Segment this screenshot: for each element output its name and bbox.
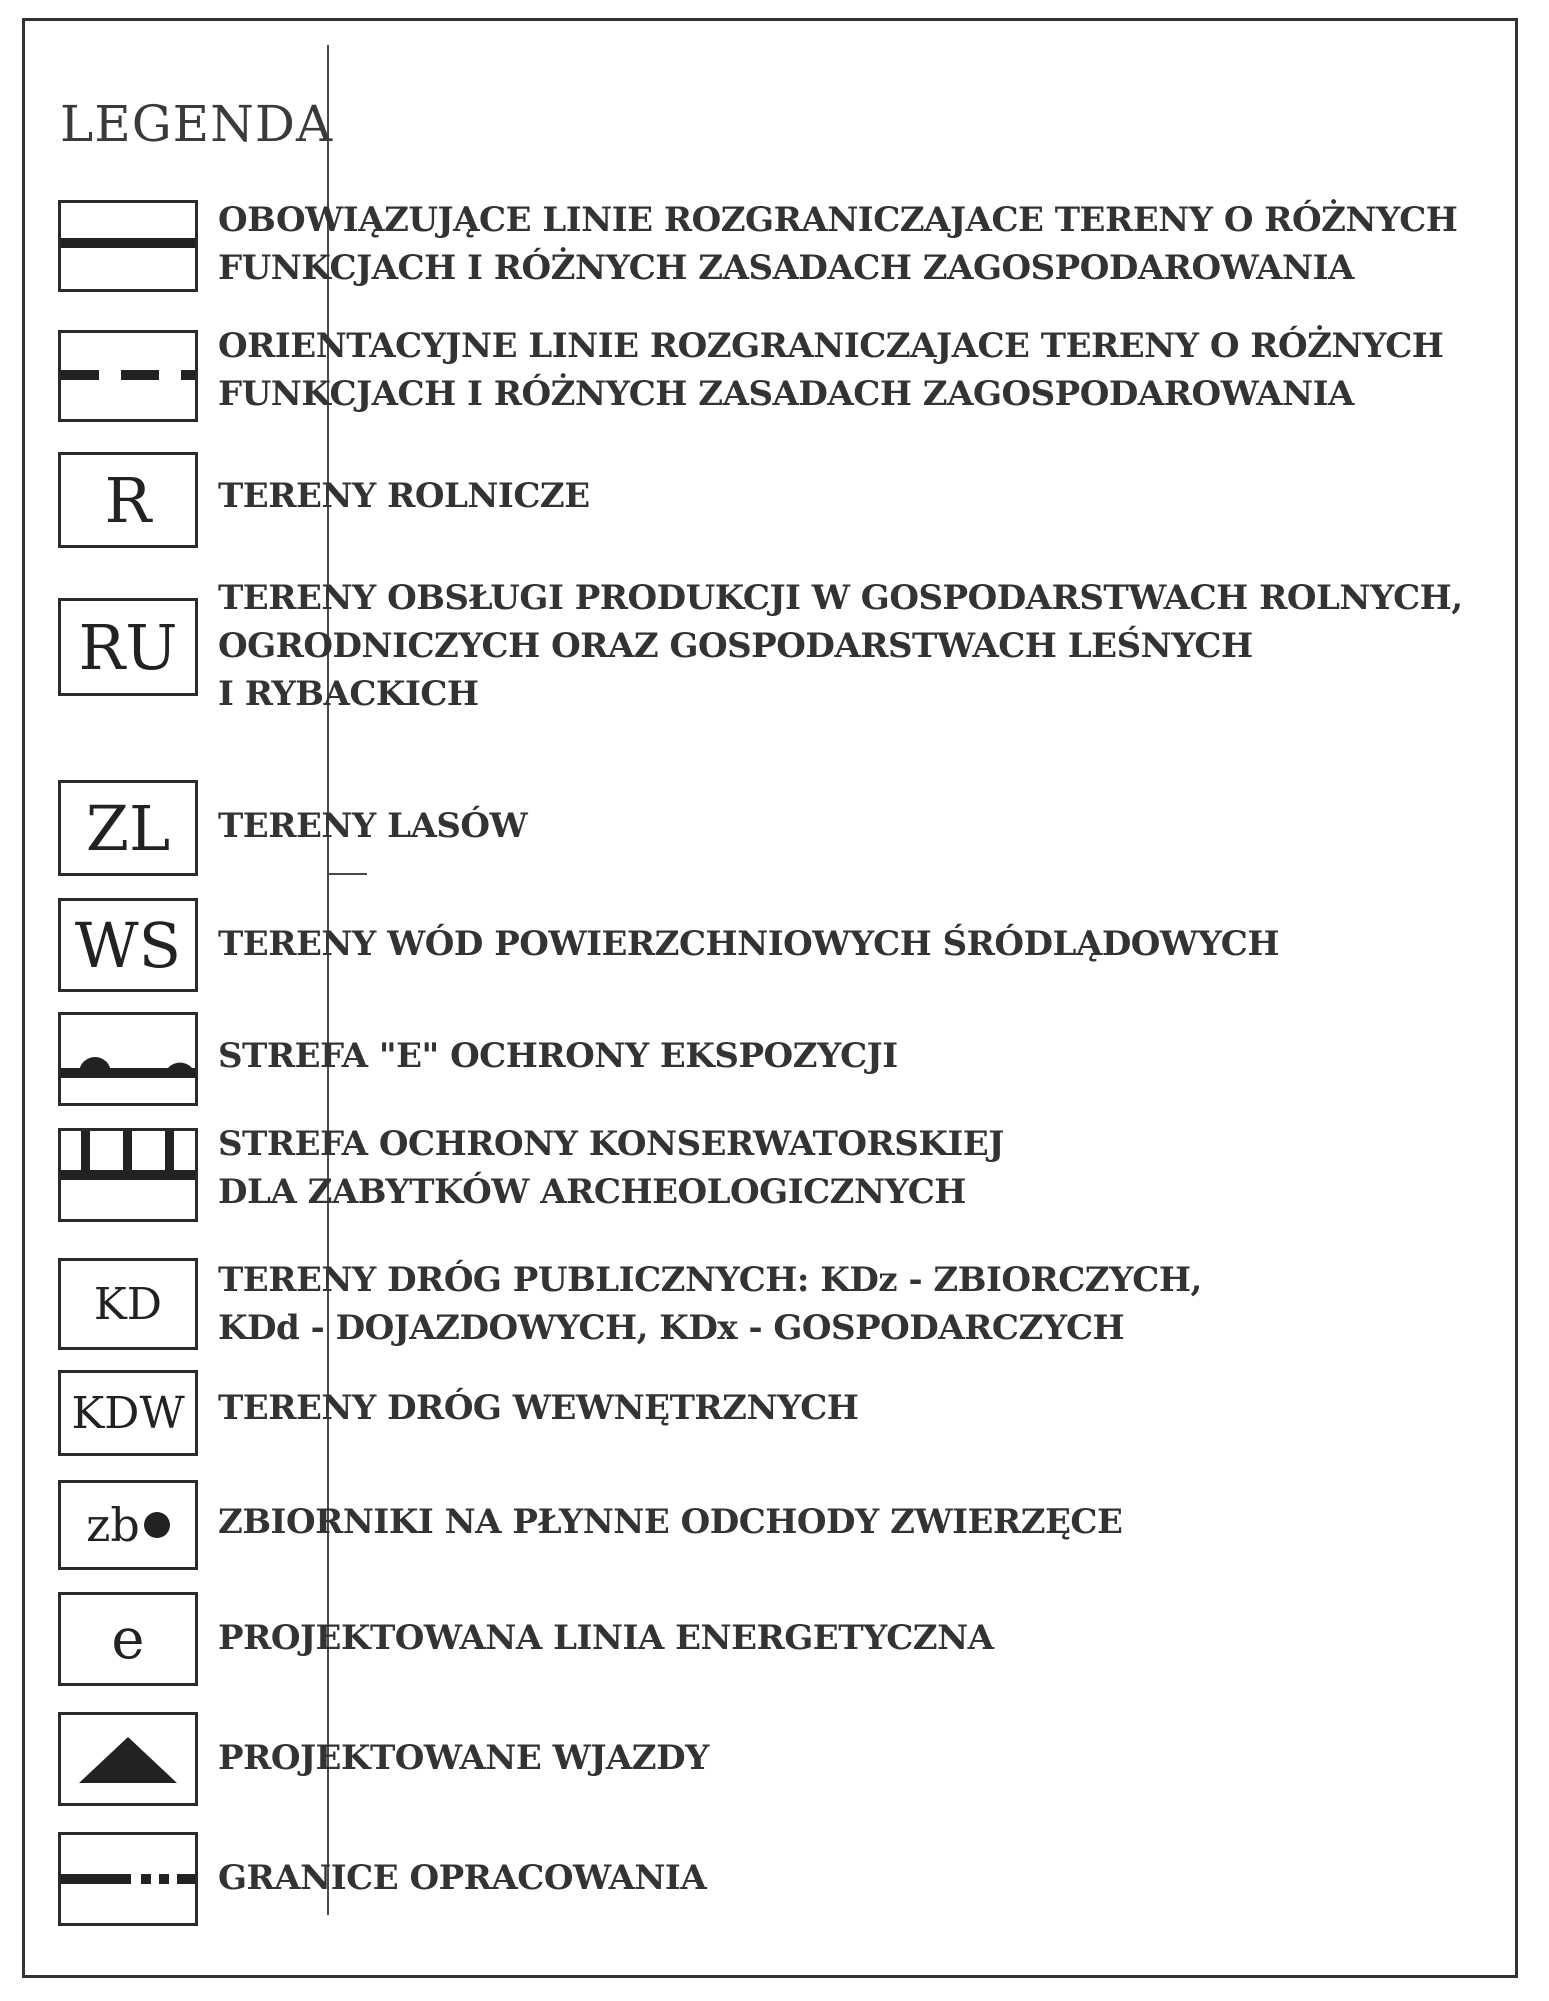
legend-item-label: TERENY DRÓG WEWNĘTRZNYCH bbox=[218, 1388, 859, 1428]
legend-item-label: ZBIORNIKI NA PŁYNNE ODCHODY ZWIERZĘCE bbox=[218, 1502, 1123, 1542]
legend-title: LEGENDA bbox=[60, 95, 334, 153]
dash-dot-line-symbol bbox=[58, 1832, 198, 1926]
code-badge-e: e bbox=[58, 1592, 198, 1686]
legend-item-label: OBOWIĄZUJĄCE LINIE ROZGRANICZAJACE TERENY O RÓŻNYCH FUNKCJACH I RÓŻNYCH ZASADACH ZAGOSPODAROWANIA bbox=[218, 200, 1458, 288]
code-badge-r: R bbox=[58, 452, 198, 548]
code-badge-kd: KD bbox=[58, 1258, 198, 1350]
tank-dot-icon bbox=[144, 1512, 170, 1538]
legend-item-label: PROJEKTOWANE WJAZDY bbox=[218, 1738, 709, 1778]
legend-frame bbox=[22, 18, 1518, 1978]
legend-item-label: TERENY OBSŁUGI PRODUKCJI W GOSPODARSTWACH ROLNYCH, OGRODNICZYCH ORAZ GOSPODARSTWACH LEŚNYCH I RYBACKICH bbox=[218, 578, 1463, 714]
triangle-icon bbox=[58, 1712, 198, 1806]
legend-item-label: GRANICE OPRACOWANIA bbox=[218, 1858, 707, 1898]
legend-item-label: TERENY ROLNICZE bbox=[218, 476, 590, 516]
exposure-zone-symbol bbox=[58, 1012, 198, 1106]
code-badge-zb bbox=[58, 1480, 198, 1570]
legend-item-label: ORIENTACYJNE LINIE ROZGRANICZAJACE TERENY O RÓŻNYCH FUNKCJACH I RÓŻNYCH ZASADACH ZAGOSPODAROWANIA bbox=[218, 326, 1444, 414]
code-label-zb: zb bbox=[86, 1498, 140, 1552]
code-badge-zl: ZL bbox=[58, 780, 198, 876]
scan-artifact-tick bbox=[327, 873, 367, 875]
conservation-zone-symbol bbox=[58, 1128, 198, 1222]
legend-item-label: STREFA "E" OCHRONY EKSPOZYCJI bbox=[218, 1036, 898, 1076]
legend-item-label: TERENY DRÓG PUBLICZNYCH: KDz - ZBIORCZYCH, KDd - DOJAZDOWYCH, KDx - GOSPODARCZYCH bbox=[218, 1260, 1202, 1348]
dashed-line-symbol bbox=[58, 330, 198, 422]
code-badge-ru: RU bbox=[58, 598, 198, 696]
legend-item-label: PROJEKTOWANA LINIA ENERGETYCZNA bbox=[218, 1618, 994, 1658]
legend-item-label: STREFA OCHRONY KONSERWATORSKIEJ DLA ZABYTKÓW ARCHEOLOGICZNYCH bbox=[218, 1124, 1004, 1212]
code-badge-ws: WS bbox=[58, 898, 198, 992]
solid-line-symbol bbox=[58, 200, 198, 292]
legend-item-label: TERENY WÓD POWIERZCHNIOWYCH ŚRÓDLĄDOWYCH bbox=[218, 924, 1279, 964]
code-badge-kdw: KDW bbox=[58, 1370, 198, 1456]
legend-item-label: TERENY LASÓW bbox=[218, 806, 528, 846]
